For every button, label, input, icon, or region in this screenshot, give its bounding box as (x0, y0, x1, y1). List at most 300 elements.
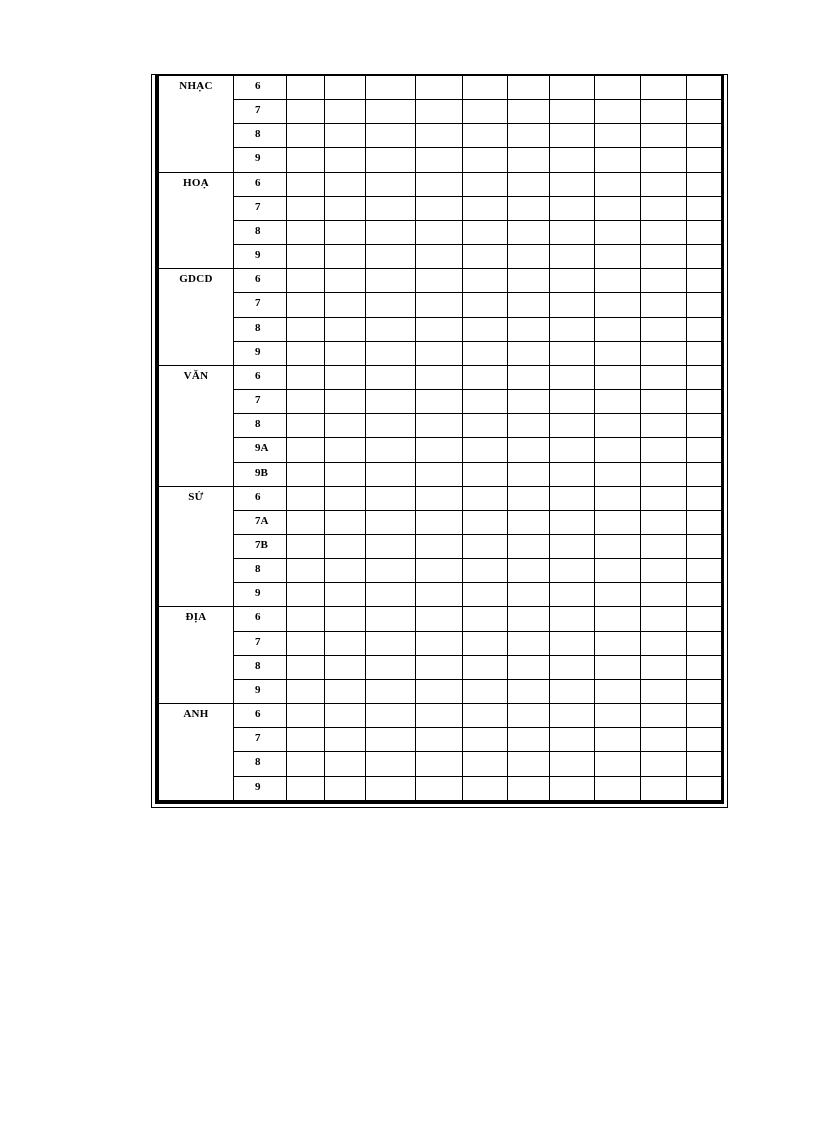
table-row (159, 583, 722, 607)
blank-cell (508, 196, 550, 220)
blank-cell (508, 486, 550, 510)
blank-cell (550, 631, 595, 655)
blank-cell (687, 269, 722, 293)
blank-cell (508, 510, 550, 534)
blank-cell (416, 728, 463, 752)
blank-cell (325, 76, 366, 100)
blank-cell (287, 462, 325, 486)
blank-cell (463, 655, 508, 679)
blank-cell (595, 679, 641, 703)
grade-cell: 7B (234, 534, 287, 558)
blank-cell (687, 607, 722, 631)
blank-cell (595, 196, 641, 220)
blank-cell (641, 269, 687, 293)
blank-cell (325, 317, 366, 341)
blank-cell (687, 728, 722, 752)
subject-cell: VĂN (159, 365, 234, 486)
blank-cell (595, 76, 641, 100)
blank-cell (463, 776, 508, 800)
blank-cell (641, 196, 687, 220)
blank-cell (550, 245, 595, 269)
blank-cell (325, 341, 366, 365)
blank-cell (550, 655, 595, 679)
blank-cell (595, 341, 641, 365)
subject-cell: NHẠC (159, 76, 234, 173)
table-row (159, 220, 722, 244)
blank-cell (508, 124, 550, 148)
blank-cell (508, 317, 550, 341)
blank-cell (550, 172, 595, 196)
blank-cell (687, 76, 722, 100)
table-row (159, 269, 722, 293)
blank-cell (550, 752, 595, 776)
grade-cell: 7 (234, 631, 287, 655)
blank-cell (416, 655, 463, 679)
blank-cell (595, 776, 641, 800)
table-row (159, 728, 722, 752)
blank-cell (641, 220, 687, 244)
blank-cell (595, 365, 641, 389)
blank-cell (325, 776, 366, 800)
table-row (159, 414, 722, 438)
blank-cell (641, 124, 687, 148)
blank-cell (463, 752, 508, 776)
blank-cell (550, 679, 595, 703)
grade-cell: 7 (234, 293, 287, 317)
grade-cell: 8 (234, 414, 287, 438)
grade-cell: 6 (234, 486, 287, 510)
blank-cell (687, 390, 722, 414)
table-row (159, 196, 722, 220)
blank-cell (287, 365, 325, 389)
blank-cell (463, 704, 508, 728)
blank-cell (287, 631, 325, 655)
blank-cell (508, 752, 550, 776)
blank-cell (366, 534, 416, 558)
blank-cell (595, 148, 641, 172)
blank-cell (287, 486, 325, 510)
blank-cell (595, 607, 641, 631)
blank-cell (595, 631, 641, 655)
blank-cell (287, 559, 325, 583)
blank-cell (287, 414, 325, 438)
table-row (159, 752, 722, 776)
blank-cell (687, 414, 722, 438)
blank-cell (463, 390, 508, 414)
blank-cell (463, 220, 508, 244)
table-row (159, 124, 722, 148)
blank-cell (366, 752, 416, 776)
blank-cell (416, 679, 463, 703)
blank-cell (641, 148, 687, 172)
blank-cell (366, 365, 416, 389)
blank-cell (508, 631, 550, 655)
blank-cell (687, 293, 722, 317)
blank-cell (287, 438, 325, 462)
blank-cell (287, 148, 325, 172)
table-row (159, 293, 722, 317)
blank-cell (508, 365, 550, 389)
blank-cell (687, 196, 722, 220)
blank-cell (416, 245, 463, 269)
blank-cell (550, 704, 595, 728)
blank-cell (366, 559, 416, 583)
table-row (159, 607, 722, 631)
blank-cell (687, 462, 722, 486)
blank-cell (508, 607, 550, 631)
table-row (159, 438, 722, 462)
blank-cell (325, 293, 366, 317)
blank-cell (416, 124, 463, 148)
blank-cell (508, 245, 550, 269)
blank-cell (463, 76, 508, 100)
subject-cell: HOẠ (159, 172, 234, 269)
blank-cell (641, 100, 687, 124)
grade-table (158, 75, 722, 801)
blank-cell (287, 196, 325, 220)
blank-cell (550, 583, 595, 607)
blank-cell (287, 583, 325, 607)
blank-cell (508, 172, 550, 196)
blank-cell (508, 534, 550, 558)
subject-cell: ANH (159, 704, 234, 801)
blank-cell (550, 220, 595, 244)
blank-cell (687, 365, 722, 389)
blank-cell (366, 583, 416, 607)
blank-cell (416, 172, 463, 196)
grade-cell: 8 (234, 752, 287, 776)
grade-table-inner (155, 75, 724, 804)
grade-cell: 9 (234, 776, 287, 800)
blank-cell (641, 462, 687, 486)
blank-cell (416, 534, 463, 558)
blank-cell (325, 559, 366, 583)
blank-cell (325, 655, 366, 679)
blank-cell (366, 148, 416, 172)
blank-cell (416, 704, 463, 728)
blank-cell (325, 124, 366, 148)
blank-cell (287, 752, 325, 776)
blank-cell (366, 341, 416, 365)
blank-cell (508, 559, 550, 583)
blank-cell (641, 534, 687, 558)
blank-cell (641, 390, 687, 414)
blank-cell (595, 583, 641, 607)
blank-cell (325, 148, 366, 172)
blank-cell (550, 148, 595, 172)
blank-cell (687, 704, 722, 728)
blank-cell (508, 655, 550, 679)
blank-cell (550, 196, 595, 220)
blank-cell (641, 583, 687, 607)
blank-cell (595, 486, 641, 510)
blank-cell (550, 559, 595, 583)
blank-cell (687, 583, 722, 607)
blank-cell (595, 462, 641, 486)
blank-cell (687, 148, 722, 172)
table-row (159, 776, 722, 800)
blank-cell (641, 752, 687, 776)
blank-cell (641, 776, 687, 800)
blank-cell (595, 534, 641, 558)
blank-cell (416, 269, 463, 293)
blank-cell (463, 534, 508, 558)
blank-cell (595, 172, 641, 196)
blank-cell (325, 365, 366, 389)
table-row (159, 148, 722, 172)
blank-cell (366, 220, 416, 244)
blank-cell (595, 655, 641, 679)
blank-cell (416, 341, 463, 365)
blank-cell (641, 245, 687, 269)
blank-cell (325, 583, 366, 607)
grade-cell: 6 (234, 76, 287, 100)
blank-cell (687, 220, 722, 244)
blank-cell (463, 414, 508, 438)
blank-cell (550, 390, 595, 414)
grade-table-frame (151, 74, 728, 808)
blank-cell (416, 776, 463, 800)
table-row (159, 534, 722, 558)
blank-cell (508, 341, 550, 365)
blank-cell (463, 679, 508, 703)
blank-cell (550, 293, 595, 317)
table-row (159, 679, 722, 703)
blank-cell (687, 510, 722, 534)
blank-cell (366, 245, 416, 269)
blank-cell (463, 486, 508, 510)
blank-cell (287, 704, 325, 728)
blank-cell (287, 728, 325, 752)
blank-cell (463, 607, 508, 631)
blank-cell (508, 728, 550, 752)
blank-cell (366, 776, 416, 800)
blank-cell (687, 534, 722, 558)
blank-cell (550, 269, 595, 293)
blank-cell (416, 510, 463, 534)
blank-cell (687, 245, 722, 269)
grade-cell: 9 (234, 245, 287, 269)
blank-cell (641, 631, 687, 655)
blank-cell (463, 462, 508, 486)
blank-cell (463, 365, 508, 389)
blank-cell (641, 341, 687, 365)
grade-cell: 9 (234, 148, 287, 172)
blank-cell (366, 293, 416, 317)
blank-cell (641, 172, 687, 196)
blank-cell (416, 293, 463, 317)
blank-cell (550, 776, 595, 800)
blank-cell (641, 365, 687, 389)
blank-cell (325, 269, 366, 293)
blank-cell (325, 752, 366, 776)
blank-cell (641, 438, 687, 462)
table-row (159, 317, 722, 341)
blank-cell (287, 269, 325, 293)
blank-cell (641, 76, 687, 100)
grade-table-body (159, 76, 722, 801)
table-row (159, 172, 722, 196)
blank-cell (463, 196, 508, 220)
blank-cell (366, 76, 416, 100)
blank-cell (287, 341, 325, 365)
blank-cell (687, 341, 722, 365)
blank-cell (508, 438, 550, 462)
blank-cell (508, 76, 550, 100)
grade-cell: 8 (234, 317, 287, 341)
grade-cell: 8 (234, 559, 287, 583)
blank-cell (366, 607, 416, 631)
blank-cell (463, 438, 508, 462)
table-row (159, 559, 722, 583)
blank-cell (416, 486, 463, 510)
blank-cell (287, 317, 325, 341)
blank-cell (416, 462, 463, 486)
blank-cell (366, 100, 416, 124)
blank-cell (366, 631, 416, 655)
blank-cell (366, 124, 416, 148)
blank-cell (325, 196, 366, 220)
blank-cell (595, 704, 641, 728)
blank-cell (416, 100, 463, 124)
blank-cell (287, 220, 325, 244)
blank-cell (416, 631, 463, 655)
blank-cell (287, 390, 325, 414)
blank-cell (595, 728, 641, 752)
blank-cell (550, 486, 595, 510)
blank-cell (416, 220, 463, 244)
blank-cell (287, 534, 325, 558)
blank-cell (641, 679, 687, 703)
table-row (159, 510, 722, 534)
blank-cell (595, 414, 641, 438)
blank-cell (325, 172, 366, 196)
blank-cell (508, 100, 550, 124)
blank-cell (287, 293, 325, 317)
table-row (159, 462, 722, 486)
blank-cell (595, 245, 641, 269)
table-row (159, 704, 722, 728)
blank-cell (687, 317, 722, 341)
blank-cell (287, 76, 325, 100)
blank-cell (416, 196, 463, 220)
blank-cell (287, 679, 325, 703)
blank-cell (550, 76, 595, 100)
blank-cell (366, 269, 416, 293)
blank-cell (366, 414, 416, 438)
blank-cell (416, 438, 463, 462)
blank-cell (550, 317, 595, 341)
blank-cell (550, 438, 595, 462)
grade-cell: 7 (234, 196, 287, 220)
grade-cell: 6 (234, 365, 287, 389)
grade-cell: 8 (234, 124, 287, 148)
blank-cell (687, 172, 722, 196)
grade-cell: 8 (234, 220, 287, 244)
blank-cell (641, 728, 687, 752)
blank-cell (366, 390, 416, 414)
blank-cell (287, 510, 325, 534)
blank-cell (687, 631, 722, 655)
blank-cell (508, 583, 550, 607)
blank-cell (325, 245, 366, 269)
blank-cell (287, 100, 325, 124)
blank-cell (416, 583, 463, 607)
blank-cell (325, 414, 366, 438)
blank-cell (595, 510, 641, 534)
blank-cell (287, 776, 325, 800)
blank-cell (550, 365, 595, 389)
blank-cell (416, 148, 463, 172)
grade-cell: 7 (234, 728, 287, 752)
blank-cell (416, 607, 463, 631)
blank-cell (463, 341, 508, 365)
table-row (159, 390, 722, 414)
grade-cell: 6 (234, 172, 287, 196)
blank-cell (416, 390, 463, 414)
blank-cell (325, 631, 366, 655)
blank-cell (508, 269, 550, 293)
table-row (159, 100, 722, 124)
grade-cell: 9A (234, 438, 287, 462)
blank-cell (366, 486, 416, 510)
blank-cell (550, 462, 595, 486)
blank-cell (595, 220, 641, 244)
blank-cell (687, 486, 722, 510)
blank-cell (687, 655, 722, 679)
blank-cell (595, 100, 641, 124)
subject-cell: GDCD (159, 269, 234, 366)
blank-cell (463, 172, 508, 196)
blank-cell (325, 438, 366, 462)
blank-cell (287, 245, 325, 269)
blank-cell (325, 679, 366, 703)
blank-cell (463, 317, 508, 341)
blank-cell (595, 269, 641, 293)
blank-cell (463, 559, 508, 583)
blank-cell (287, 124, 325, 148)
blank-cell (550, 414, 595, 438)
blank-cell (463, 631, 508, 655)
blank-cell (325, 534, 366, 558)
blank-cell (366, 704, 416, 728)
blank-cell (550, 607, 595, 631)
grade-cell: 9 (234, 583, 287, 607)
blank-cell (508, 679, 550, 703)
grade-cell: 8 (234, 655, 287, 679)
subject-cell: ĐỊA (159, 607, 234, 704)
blank-cell (325, 704, 366, 728)
blank-cell (325, 728, 366, 752)
blank-cell (416, 365, 463, 389)
blank-cell (366, 679, 416, 703)
blank-cell (463, 510, 508, 534)
blank-cell (508, 390, 550, 414)
table-row (159, 341, 722, 365)
blank-cell (508, 776, 550, 800)
blank-cell (641, 293, 687, 317)
blank-cell (687, 776, 722, 800)
blank-cell (508, 704, 550, 728)
blank-cell (287, 172, 325, 196)
table-row (159, 365, 722, 389)
blank-cell (325, 390, 366, 414)
blank-cell (641, 607, 687, 631)
blank-cell (325, 462, 366, 486)
blank-cell (325, 100, 366, 124)
blank-cell (416, 414, 463, 438)
blank-cell (641, 486, 687, 510)
